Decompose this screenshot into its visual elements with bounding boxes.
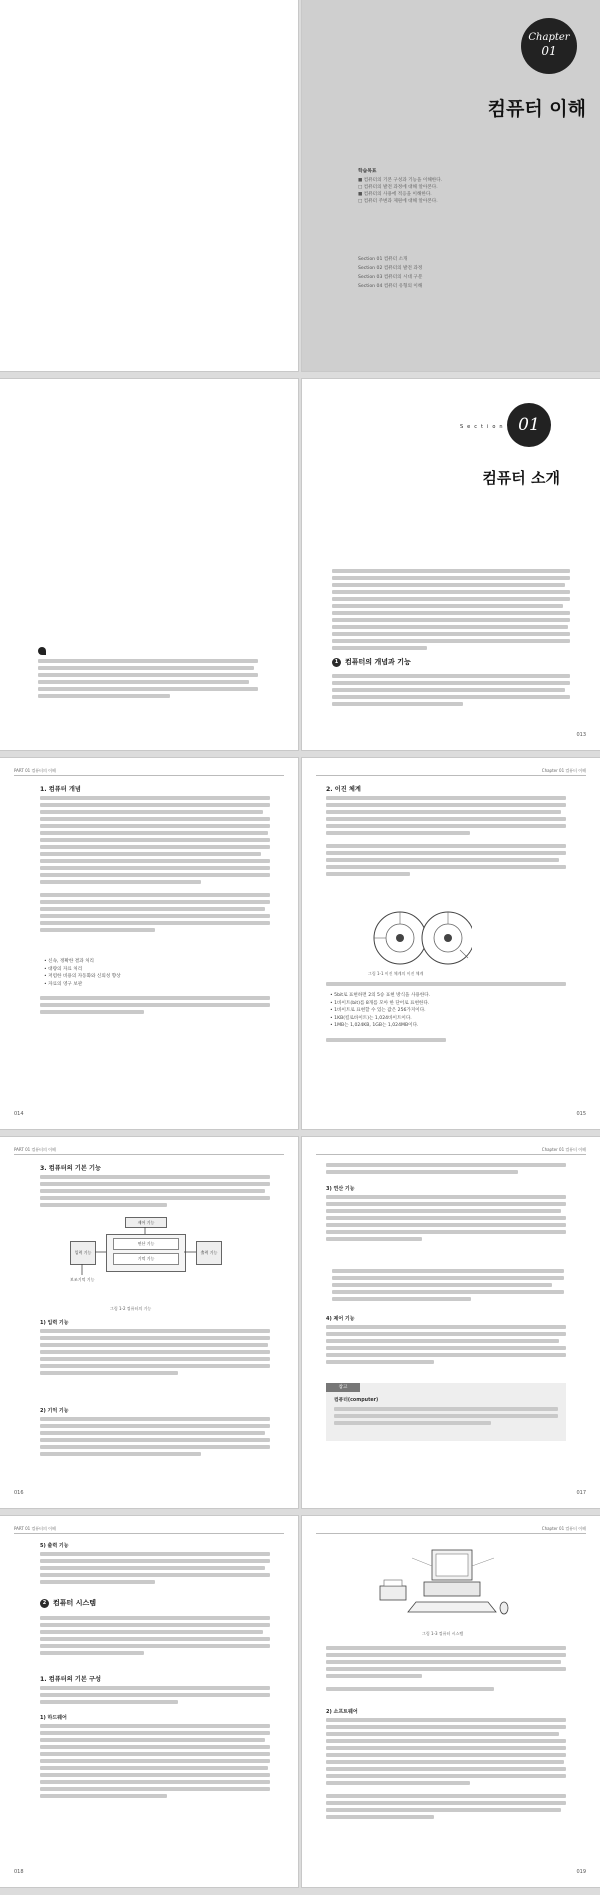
intro-text-block <box>38 659 258 701</box>
running-header: PART 01 컴퓨터의 이해 <box>14 1526 56 1531</box>
body-text-4 <box>326 1325 566 1367</box>
subheading: 5) 출력 기능 <box>40 1543 69 1549</box>
diagram-box-control: 제어 기능 <box>125 1217 167 1228</box>
page-number: 017 <box>576 1490 586 1496</box>
note-label: 참고 <box>326 1383 360 1392</box>
page-015 <box>302 758 600 1129</box>
subsection-title: 컴퓨터의 개념과 기능 <box>345 658 411 666</box>
body-text-2 <box>326 1718 566 1822</box>
section-list-item: Section 02 컴퓨터의 발전 과정 <box>358 266 423 271</box>
page-heading: 1. 컴퓨터의 기본 구성 <box>40 1676 101 1683</box>
computer-system-figure <box>372 1546 522 1626</box>
figure-caption: 그림 1-3 컴퓨터 시스템 <box>422 1631 464 1636</box>
body-text <box>326 1646 566 1694</box>
page-017 <box>302 1137 600 1508</box>
subsection-badge: 2 <box>40 1599 49 1608</box>
list-item: • 신속, 정확한 결과 처리 <box>44 959 94 964</box>
page-number: 019 <box>576 1869 586 1875</box>
page-number: 015 <box>576 1111 586 1117</box>
subsection-badge: 1 <box>332 658 341 667</box>
subsection-heading <box>40 1598 96 1608</box>
subheading: 1) 입력 기능 <box>40 1320 69 1326</box>
objective-item: □ 컴퓨터의 발전 과정에 대해 알아본다. <box>358 185 438 190</box>
chapter-badge-num: 01 <box>541 44 557 58</box>
list-item: • 저렴한 비용의 자동화와 신뢰성 향상 <box>44 974 121 979</box>
bullet-list <box>44 958 121 988</box>
body-text <box>40 1552 270 1587</box>
list-item: • 5bit로 표현하면 2의 5승 표현 방식을 사용한다. <box>330 993 431 998</box>
list-item: • 대량의 자료 처리 <box>44 966 83 972</box>
page-heading: 3. 컴퓨터의 기본 기능 <box>40 1165 101 1172</box>
body-text-3 <box>40 1417 270 1459</box>
section-list-item: Section 04 컴퓨터 유형의 이해 <box>358 284 423 289</box>
running-header: Chapter 01 컴퓨터 이해 <box>541 1147 586 1152</box>
diagram-box-output: 출력 기능 <box>196 1241 222 1265</box>
objective-item: ■ 컴퓨터의 사용에 적응을 이해한다. <box>358 192 432 197</box>
page-number: 014 <box>14 1111 24 1117</box>
body-text <box>326 796 566 879</box>
list-item: • 1MB는 1,024KB, 1GB는 1,024MB이다. <box>330 1023 419 1028</box>
diagram-box-arith: 연산 기능 <box>113 1238 179 1250</box>
section-title: 컴퓨터 소개 <box>482 469 560 487</box>
body-text-2 <box>40 996 270 1017</box>
page-018 <box>0 1516 298 1887</box>
list-item: • 자료의 영구 보관 <box>44 981 83 987</box>
section-intro-text <box>332 569 570 653</box>
subsection-text <box>332 674 570 709</box>
list-item: • 1KB(킬로바이트)는 1,024바이트이다. <box>330 1015 412 1021</box>
bullet-list <box>330 992 430 1030</box>
note-box <box>326 1383 566 1441</box>
objectives-title: 학습목표 <box>358 169 377 174</box>
subheading: 2) 기억 기능 <box>40 1408 69 1414</box>
objective-item: □ 컴퓨터 주변과 제원에 대해 알아본다. <box>358 199 438 204</box>
running-header: Chapter 01 컴퓨터 이해 <box>541 1526 586 1531</box>
list-item: • 1바이트로 표현할 수 있는 값은 256가지이다. <box>330 1008 426 1013</box>
page-012 <box>0 379 298 750</box>
body-text <box>40 1175 270 1210</box>
binary-disc-figure <box>372 910 472 966</box>
subheading: 3) 연산 기능 <box>326 1186 355 1192</box>
body-text-3 <box>40 1686 270 1707</box>
diagram-box-storage: 보조기억 기능 <box>70 1277 95 1282</box>
page-013 <box>302 379 600 750</box>
list-item: • 1바이트(bit)를 8개를 모아 한 단어로 표현한다. <box>330 1000 430 1006</box>
objectives-list <box>358 177 442 205</box>
function-diagram <box>70 1217 220 1297</box>
subheading: 2) 소프트웨어 <box>326 1709 358 1715</box>
chapter-title: 컴퓨터 이해 <box>487 98 586 120</box>
subheading: 1) 하드웨어 <box>40 1715 67 1721</box>
page-016 <box>0 1137 298 1508</box>
body-text <box>326 1163 566 1177</box>
body-text-4 <box>40 1724 270 1801</box>
body-text <box>40 796 270 935</box>
quote-mark-icon <box>38 647 46 655</box>
figure-caption: 그림 1-2 컴퓨터의 기능 <box>110 1306 152 1311</box>
section-list-item: Section 03 컴퓨터의 시대 구분 <box>358 275 423 280</box>
page-number: 016 <box>14 1490 24 1496</box>
diagram-box-memory: 기억 기능 <box>113 1253 179 1265</box>
page-014 <box>0 758 298 1129</box>
diagram-arrows <box>70 1217 220 1297</box>
note-heading: 컴퓨터(computer) <box>334 1398 379 1403</box>
subsection-heading <box>332 657 411 667</box>
body-text-2 <box>40 1329 270 1378</box>
running-header: PART 01 컴퓨터의 이해 <box>14 768 56 773</box>
page-number: 013 <box>576 732 586 738</box>
subheading: 4) 제어 기능 <box>326 1316 355 1322</box>
section-list-item: Section 01 컴퓨터 소개 <box>358 257 408 262</box>
disc-icon <box>372 910 472 966</box>
running-header: PART 01 컴퓨터의 이해 <box>14 1147 56 1152</box>
section-list <box>358 255 422 291</box>
section-badge <box>507 403 551 447</box>
running-header: Chapter 01 컴퓨터 이해 <box>541 768 586 773</box>
page-heading: 1. 컴퓨터 개념 <box>40 786 81 793</box>
figure-caption: 그림 1-1 이진 체계의 이진 체계 <box>368 971 424 976</box>
section-label: Section <box>460 424 507 430</box>
chapter-left-page <box>0 0 298 371</box>
body-text-2 <box>40 1616 270 1658</box>
chapter-opener-page <box>302 0 600 371</box>
diagram-box-input: 입력 기능 <box>70 1241 96 1265</box>
objective-item: ■ 컴퓨터의 기본 구성과 기능을 이해한다. <box>358 178 443 183</box>
body-text-3 <box>332 1269 564 1304</box>
chapter-badge <box>521 18 577 74</box>
page-heading: 2. 이진 체계 <box>326 786 361 793</box>
page-019 <box>302 1516 600 1887</box>
page-number: 018 <box>14 1869 24 1875</box>
subsection-title: 컴퓨터 시스템 <box>53 1599 97 1607</box>
computer-icon <box>372 1546 522 1626</box>
section-badge-num: 01 <box>518 415 540 435</box>
body-text-2 <box>326 1195 566 1244</box>
chapter-badge-word: Chapter <box>528 32 570 43</box>
